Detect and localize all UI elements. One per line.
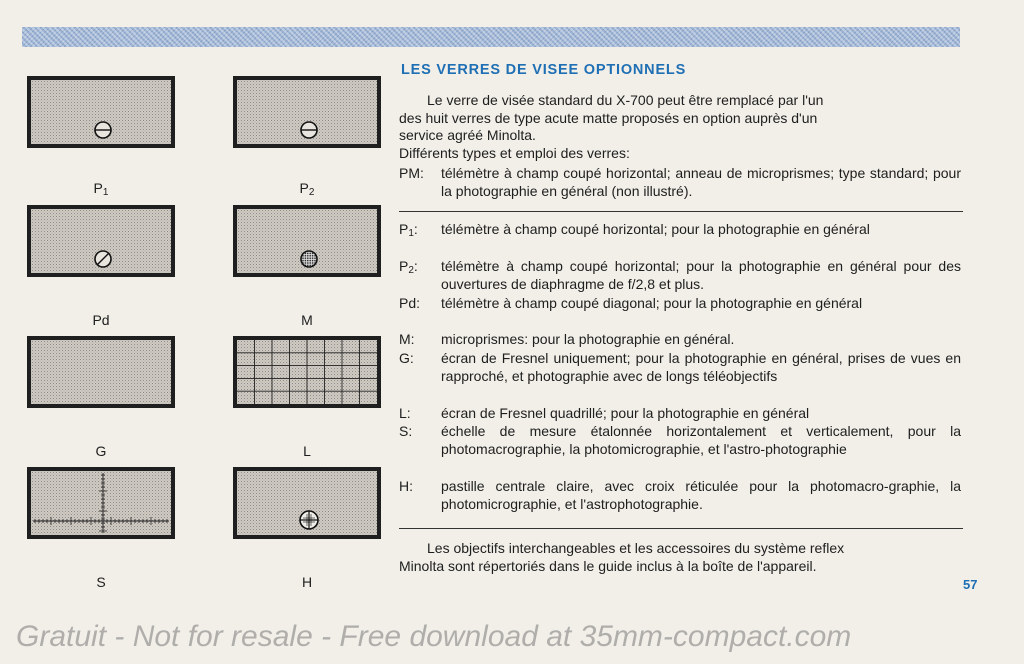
divider-top bbox=[399, 211, 963, 212]
screen-type-key: G: bbox=[399, 350, 414, 366]
microprism-spot-icon bbox=[237, 209, 377, 273]
screen-h bbox=[233, 467, 381, 539]
screen-type-key: PM: bbox=[399, 165, 424, 181]
screen-type-description: télémètre à champ coupé diagonal; pour la photographie en général bbox=[441, 295, 863, 311]
footer-line: Les objectifs interchangeables et les accessoires du système reflex bbox=[427, 540, 845, 556]
caption-m: M bbox=[301, 312, 313, 328]
screen-type-description: télémètre à champ coupé horizontal; anneau de microprismes; type standard; pour la photographie en général (non illustré). bbox=[441, 165, 961, 199]
screen-m bbox=[233, 205, 381, 277]
screen-type-key: S: bbox=[399, 423, 413, 439]
footer-note bbox=[399, 540, 959, 575]
screen-p2 bbox=[233, 76, 381, 148]
screen-g bbox=[27, 336, 175, 408]
screen-p1 bbox=[27, 76, 175, 148]
screen-type-description: télémètre à champ coupé horizontal; pour la photographie en général bbox=[441, 221, 870, 237]
grid-lines-icon bbox=[237, 340, 377, 404]
split-image-horizontal-icon bbox=[237, 80, 377, 144]
screen-type-description: écran de Fresnel uniquement; pour la photographie en général, prises de vues en rapproché, et photographie avec de longs téléobjectifs bbox=[441, 350, 961, 384]
measuring-scale-icon bbox=[31, 471, 171, 535]
caption-g: G bbox=[95, 443, 107, 459]
focusing-screens-illustrations bbox=[0, 0, 400, 600]
intro-line: des huit verres de type acute matte proposés en option auprès d'un bbox=[399, 109, 818, 126]
screen-type-description: pastille centrale claire, avec croix réticulée pour la photomacro-graphie, la photomicrographie, et l'astrophotographie. bbox=[441, 478, 961, 512]
screen-l bbox=[233, 336, 381, 408]
screen-s bbox=[27, 467, 175, 539]
screen-type-description: écran de Fresnel quadrillé; pour la photographie en général bbox=[441, 405, 810, 421]
intro-paragraph bbox=[399, 92, 959, 162]
caption-pd: Pd bbox=[92, 312, 110, 328]
screen-type-key: L: bbox=[399, 405, 411, 421]
split-image-horizontal-icon bbox=[31, 80, 171, 144]
divider-bottom bbox=[399, 528, 963, 529]
screen-type-l bbox=[399, 405, 961, 423]
screen-type-key: $P_1$: bbox=[399, 221, 418, 239]
footer-line: Minolta sont répertoriés dans le guide inclus à la boîte de l'appareil. bbox=[399, 557, 817, 574]
caption-p1: $P_1$ bbox=[93, 180, 109, 198]
screen-type-s bbox=[399, 423, 961, 458]
screen-type-description: échelle de mesure étalonnée horizontalement et verticalement, pour la photomacrographie, la photomicrographie, et l'astro-photographie bbox=[441, 423, 961, 457]
screen-type-p2 bbox=[399, 258, 961, 293]
section-title: LES VERRES DE VISEE OPTIONNELS bbox=[401, 62, 687, 78]
screen-pd bbox=[27, 205, 175, 277]
intro-line: service agréé Minolta. bbox=[399, 127, 536, 143]
screen-type-description: microprismes: pour la photographie en général. bbox=[441, 331, 735, 347]
page-number: 57 bbox=[963, 577, 978, 592]
intro-line: Différents types et emploi des verres: bbox=[399, 144, 630, 161]
crosshair-reticle-icon bbox=[237, 471, 377, 535]
screen-type-h bbox=[399, 478, 961, 513]
screen-type-pd bbox=[399, 295, 961, 313]
screen-type-p1 bbox=[399, 221, 961, 239]
screen-type-key: H: bbox=[399, 478, 413, 494]
intro-line: Le verre de visée standard du X-700 peut être remplacé par l'un bbox=[427, 92, 824, 108]
watermark-text: Gratuit - Not for resale - Free download at 35mm-compact.com bbox=[16, 620, 852, 653]
screen-type-description: télémètre à champ coupé horizontal; pour la photographie en général pour des ouvertures de diaphragme de f/2,8 et plus. bbox=[441, 258, 961, 292]
split-image-diagonal-icon bbox=[31, 209, 171, 273]
caption-s: S bbox=[96, 574, 106, 590]
caption-p2: $P_2$ bbox=[299, 180, 315, 198]
screen-type-key: M: bbox=[399, 331, 415, 347]
screen-type-key: Pd: bbox=[399, 295, 421, 311]
screen-type-pm bbox=[399, 165, 961, 200]
screen-type-m bbox=[399, 331, 961, 349]
caption-h: H bbox=[301, 574, 313, 590]
caption-l: L bbox=[303, 443, 311, 459]
screen-type-key: $P_2$: bbox=[399, 258, 418, 276]
screen-type-g bbox=[399, 350, 961, 385]
